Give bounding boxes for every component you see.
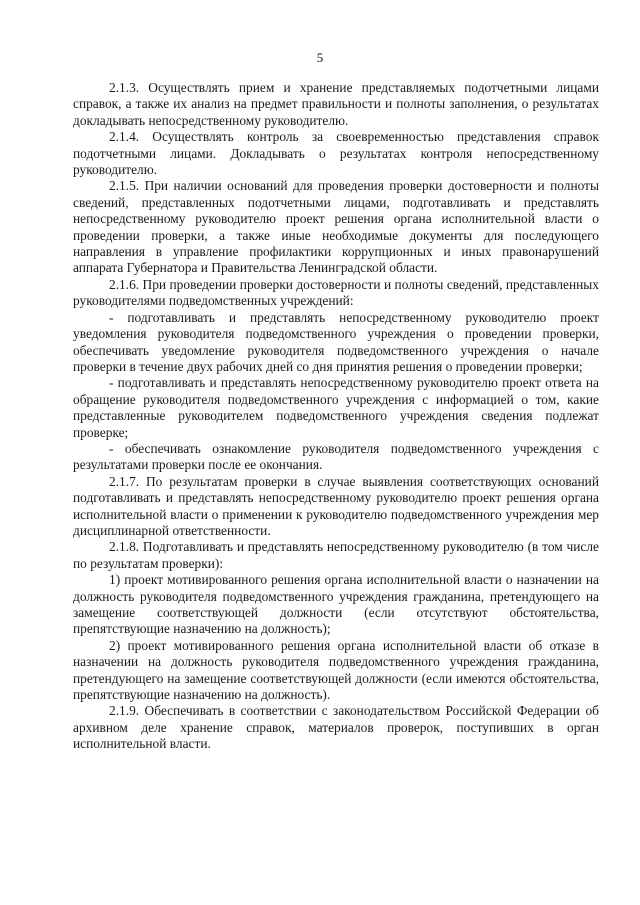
paragraph-2-1-8-item-2: 2) проект мотивированного решения органа исполнительной власти об отказе в назначении на должность руководителя подведомственного учреждения гражданина, претендующего на замещение соответствующей должности (если имеются обстоятельства, препятствующие назначению на должность). bbox=[73, 637, 599, 703]
paragraph-2-1-9: 2.1.9. Обеспечивать в соответствии с законодательством Российской Федерации об архивном деле хранение справок, материалов проверок, поступивших в орган исполнительной власти. bbox=[73, 703, 599, 752]
paragraph-2-1-6-item-3: - обеспечивать ознакомление руководителя подведомственного учреждения с результатами проверки после ее окончания. bbox=[73, 440, 599, 473]
paragraph-2-1-6-item-2: - подготавливать и представлять непосредственному руководителю проект ответа на обращение руководителя подведомственного учреждения с информацией о том, какие представленные руководителем подведомственного учреждения сведения подлежат проверке; bbox=[73, 375, 599, 440]
paragraph-2-1-4: 2.1.4. Осуществлять контроль за своевременностью представления справок подотчетными лицами. Докладывать о результатах контроля непосредственному руководителю. bbox=[73, 129, 599, 178]
paragraph-2-1-3: 2.1.3. Осуществлять прием и хранение представляемых подотчетными лицами справок, а также их анализ на предмет правильности и полноты заполнения, о результатах докладывать непосредственному руководителю. bbox=[73, 80, 599, 128]
paragraph-2-1-8-item-1: 1) проект мотивированного решения органа исполнительной власти о назначении на должность руководителя подведомственного учреждения гражданина, претендующего на замещение соответствующей должности (если отсутствуют обстоятельства, препятствующие назначению на должность); bbox=[73, 572, 599, 637]
paragraph-2-1-8: 2.1.8. Подготавливать и представлять непосредственному руководителю (в том числе по результатам проверки): bbox=[73, 539, 599, 571]
paragraph-2-1-6-item-1: - подготавливать и представлять непосредственному руководителю проект уведомления руководителя подведомственного учреждения о проведении проверки, обеспечивать уведомление руководителя подведомственного учреждения о начале проверки в течение двух рабочих дней со дня принятия решения о проведении проверки; bbox=[73, 309, 599, 374]
paragraph-2-1-5: 2.1.5. При наличии оснований для проведения проверки достоверности и полноты сведений, представленных подотчетными лицами, подготавливать и представлять непосредственному руководителю проект решения органа исполнительной власти о проведении проверки, а также иные необходимые документы для последующего направления в управление профилактики коррупционных и иных правонарушений аппарата Губернатора и Правительства Ленинградской области. bbox=[73, 178, 599, 276]
page-number: 5 bbox=[316, 50, 324, 65]
document-body bbox=[73, 80, 599, 753]
paragraph-2-1-6: 2.1.6. При проведении проверки достоверности и полноты сведений, представленных руководителями подведомственных учреждений: bbox=[73, 276, 599, 309]
paragraph-2-1-7: 2.1.7. По результатам проверки в случае выявления соответствующих оснований подготавливать и представлять непосредственному руководителю проект решения органа исполнительной власти о применении к руководителю подведомственного учреждения мер дисциплинарной ответственности. bbox=[73, 473, 599, 538]
